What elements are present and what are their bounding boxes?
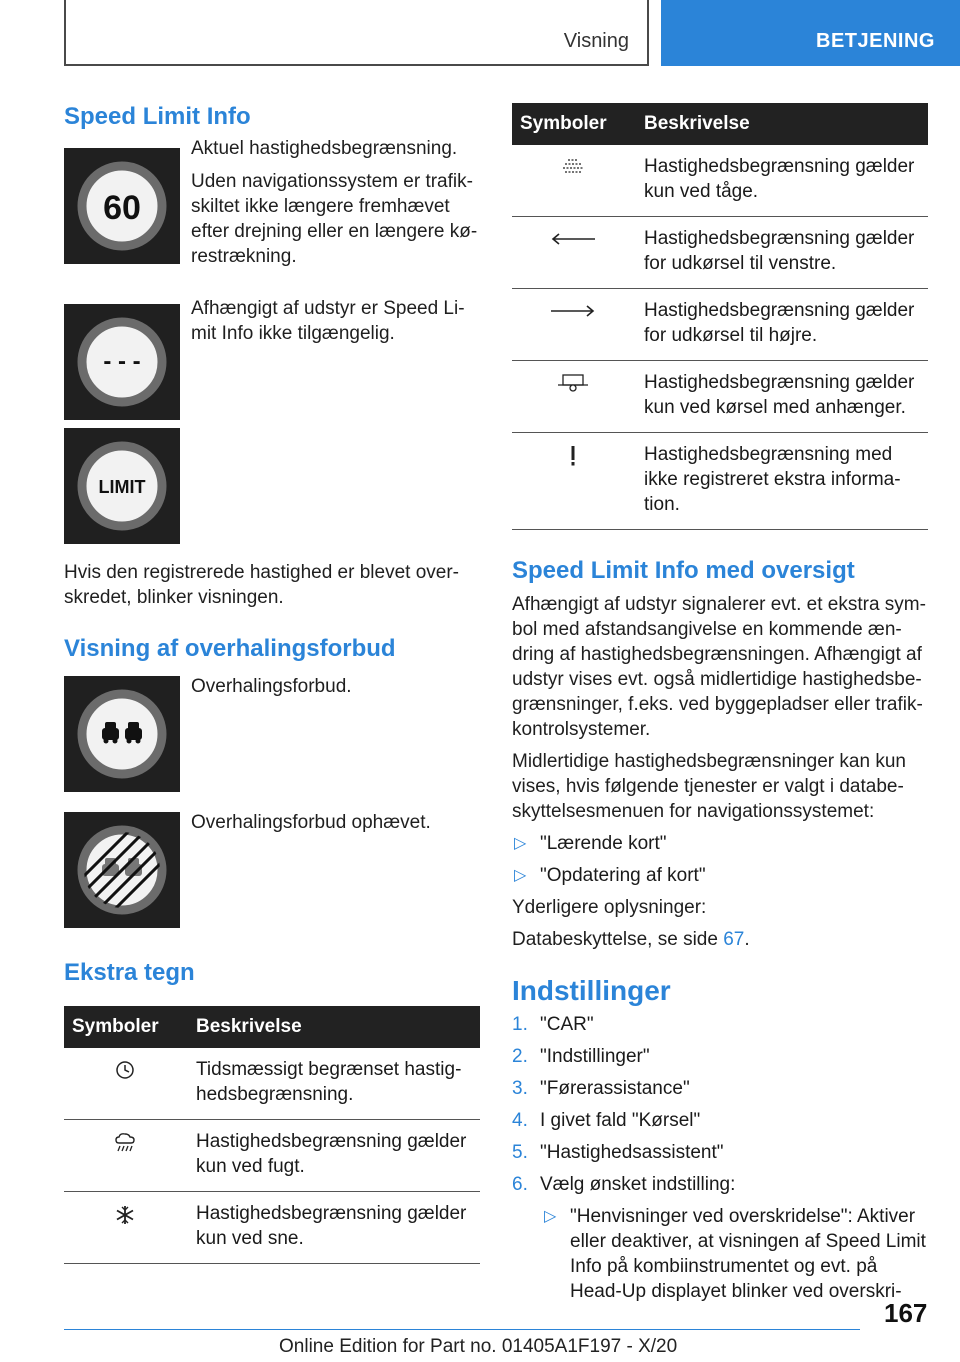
figure-row-dashes xyxy=(64,298,480,420)
table-row xyxy=(64,1120,480,1192)
extra-signs-table xyxy=(64,1006,480,1264)
current-limit-text: Aktuel hastighedsbegrænsning. xyxy=(191,138,458,159)
rain-icon xyxy=(112,1132,138,1154)
col-header-description: Beskrivelse xyxy=(634,103,928,145)
col-header-description: Beskrivelse xyxy=(186,1006,480,1048)
table-row xyxy=(512,433,928,530)
row-description: Hastighedsbegrænsning gælder for udkørsel til højre. xyxy=(634,289,928,361)
arrow-right-icon xyxy=(549,303,597,319)
speed-limit-info-heading: Speed Limit Info xyxy=(64,103,251,130)
figure-row-overtaking-end xyxy=(64,812,480,928)
header-box xyxy=(64,0,649,66)
step-item: 1. "CAR" xyxy=(512,1014,594,1035)
table-row xyxy=(64,1192,480,1264)
no-overtaking-end-figure xyxy=(64,812,180,928)
right-column xyxy=(512,103,928,1304)
trailer-icon xyxy=(555,373,591,393)
step-item: 5. "Hastighedsassistent" xyxy=(512,1142,724,1163)
triangle-bullet-icon: ▷ xyxy=(514,867,527,884)
footer-rule xyxy=(64,1329,860,1330)
left-column xyxy=(64,102,480,1264)
exclamation-icon xyxy=(568,445,578,467)
table-row xyxy=(512,361,928,433)
sign-dashes-label: - - - xyxy=(103,348,141,375)
speed-sign-unavailable-figure xyxy=(64,304,180,420)
exceeded-text: Hvis den registrerede hastighed er blevet over-skredet, blinker visningen. xyxy=(64,562,459,608)
row-description: Hastighedsbegrænsning gælder for udkørsel til venstre. xyxy=(634,217,928,289)
no-overtaking-figure xyxy=(64,676,180,792)
more-info-label: Yderligere oplysninger: xyxy=(512,897,707,918)
step-item: 4. I givet fald "Kørsel" xyxy=(512,1110,701,1131)
col-header-symbol: Symboler xyxy=(512,103,634,145)
settings-heading: Indstillinger xyxy=(512,975,671,1006)
data-protection-ref: Databeskyttelse, se side 67. xyxy=(512,929,750,950)
table-row xyxy=(512,289,928,361)
overview-paragraph-2: Midlertidige hastighedsbegrænsninger kan kun vises, hvis følgende tjenester er valgt i databe-skyttelsesmenuen for navigationssystemet: xyxy=(512,751,906,822)
list-item: ▷ "Opdatering af kort" xyxy=(514,865,706,886)
page-link[interactable]: 67 xyxy=(723,929,745,950)
additional-symbols-table xyxy=(512,103,928,530)
no-nav-text: Uden navigationssystem er trafik-skiltet ikke længere fremhævet efter drejning eller en længere kø-restrækning. xyxy=(191,171,478,267)
no-overtaking-end-text: Overhalingsforbud ophævet. xyxy=(191,812,431,833)
triangle-bullet-icon: ▷ xyxy=(544,1208,557,1225)
row-description: Tidsmæssigt begrænset hastig-hedsbegrænsning. xyxy=(186,1048,480,1120)
chapter-tab: BETJENING xyxy=(661,0,960,66)
not-available-text: Afhængigt af udstyr er Speed Li-mit Info ikke tilgængelig. xyxy=(191,298,465,344)
speed-sign-limit-figure xyxy=(64,428,180,544)
col-header-symbol: Symboler xyxy=(64,1006,186,1048)
speed-sign-60-figure xyxy=(64,148,180,264)
row-description: Hastighedsbegrænsning gælder kun ved kørsel med anhænger. xyxy=(634,361,928,433)
clock-icon xyxy=(112,1060,138,1080)
figure-row-no-overtaking xyxy=(64,676,480,792)
step-item: 2. "Indstillinger" xyxy=(512,1046,650,1067)
extra-signs-heading: Ekstra tegn xyxy=(64,959,195,986)
triangle-bullet-icon: ▷ xyxy=(514,835,527,852)
sign-60-label: 60 xyxy=(103,189,141,227)
table-row xyxy=(512,145,928,217)
arrow-left-icon xyxy=(549,231,597,247)
edition-text: Online Edition for Part no. 01405A1F197 - X/20 xyxy=(279,1336,678,1357)
row-description: Hastighedsbegrænsning gælder kun ved tåge. xyxy=(634,145,928,217)
overview-paragraph-1: Afhængigt af udstyr signalerer evt. et ekstra sym-bol med afstandsangivelse en kommende æn-dring af hastighedsbegrænsningen. Afhængigt af udstyr vises evt. også midlertidige hastighedsbe-grænsninger, f.eks. ved byggepladser eller trafik-kontrolsystemer. xyxy=(512,594,926,740)
fog-icon xyxy=(559,157,587,177)
table-row xyxy=(512,217,928,289)
step-item: 3. "Førerassistance" xyxy=(512,1078,690,1099)
figure-row-60 xyxy=(64,138,480,294)
section-title: Visning xyxy=(563,30,629,52)
list-item: ▷ "Lærende kort" xyxy=(514,833,667,854)
sub-list-item: ▷ "Henvisninger ved overskridelse": Aktiver eller deaktiver, at visningen af Speed Limit Info på kombiinstrumentet og evt. på Head-Up displayet blinker ved overskri- xyxy=(544,1206,926,1302)
figure-row-limit xyxy=(64,428,480,544)
page-number: 167 xyxy=(884,1298,928,1328)
snowflake-icon xyxy=(114,1204,136,1226)
table-row xyxy=(64,1048,480,1120)
row-description: Hastighedsbegrænsning med ikke registreret ekstra informa-tion. xyxy=(634,433,928,530)
overview-heading: Speed Limit Info med oversigt xyxy=(512,557,855,584)
row-description: Hastighedsbegrænsning gælder kun ved fugt. xyxy=(186,1120,480,1192)
step-item: 6. Vælg ønsket indstilling: xyxy=(512,1174,736,1195)
row-description: Hastighedsbegrænsning gælder kun ved sne. xyxy=(186,1192,480,1264)
no-overtaking-text: Overhalingsforbud. xyxy=(191,676,352,697)
overtaking-heading: Visning af overhalingsforbud xyxy=(64,635,396,662)
sign-limit-label: LIMIT xyxy=(98,477,146,497)
